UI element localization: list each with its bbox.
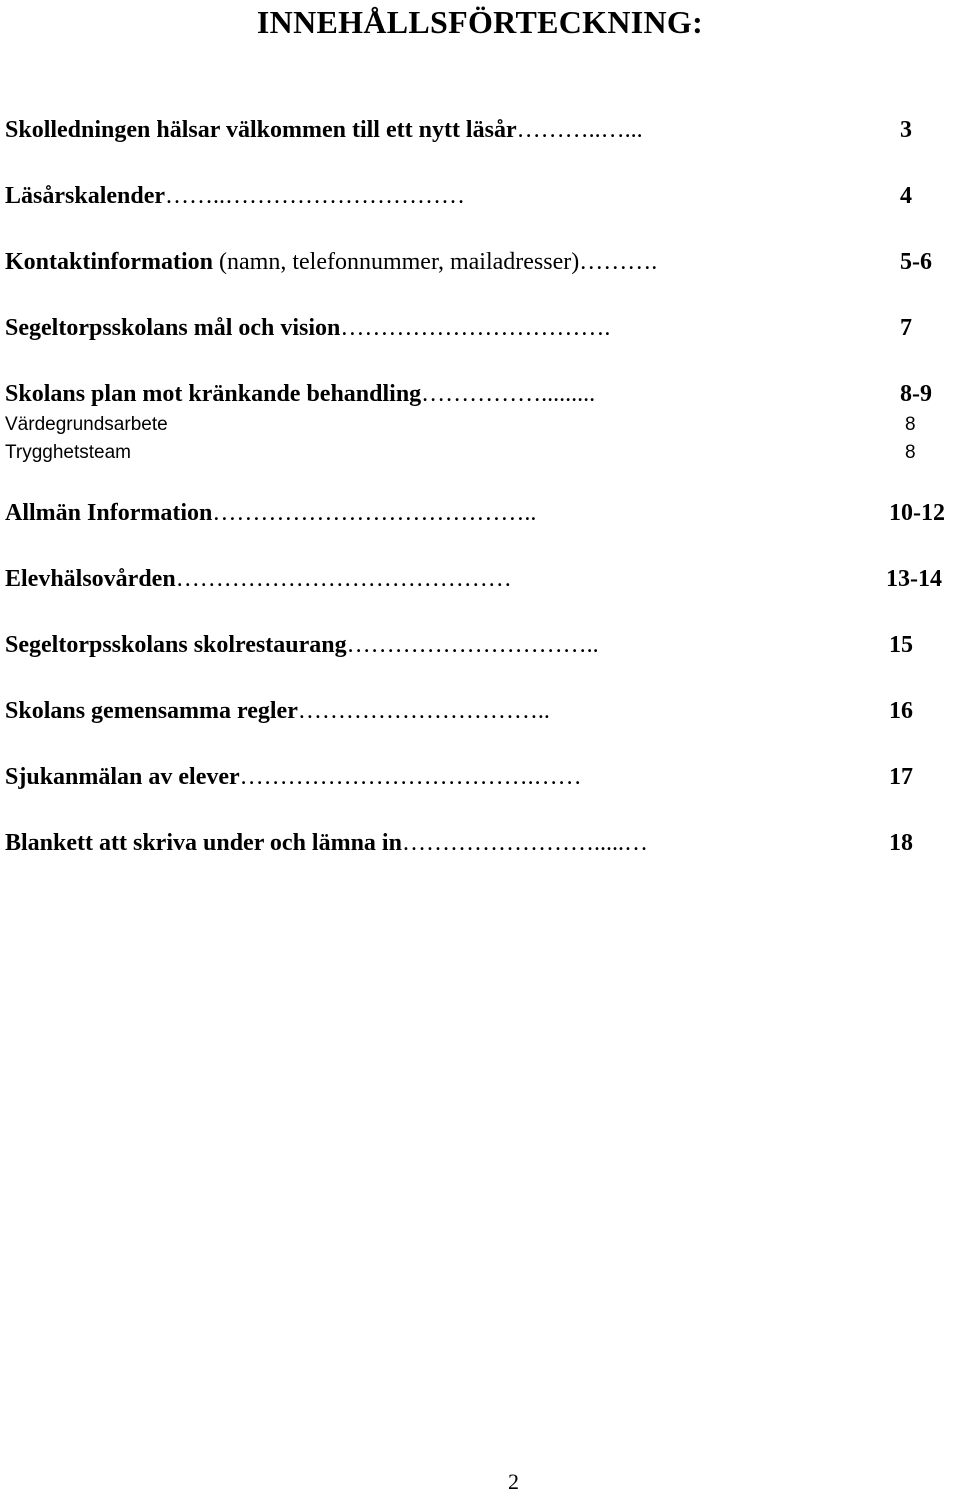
toc-entry-title: Sjukanmälan av elever — [5, 764, 240, 790]
toc-page-number: 15 — [889, 632, 913, 658]
toc-page-number: 10-12 — [889, 500, 945, 526]
toc-leader-dots: ………………………….. — [346, 632, 599, 658]
toc-page-number: 8-9 — [900, 381, 932, 407]
toc-entry-title: Elevhälsovården — [5, 566, 176, 592]
toc-leader-dots: …………………….....… — [401, 830, 648, 856]
toc-leader-dots: ……………………………….…… — [239, 764, 582, 790]
toc-entry-vision — [5, 313, 610, 343]
toc-entry-general-info — [5, 498, 536, 528]
toc-entry-title: Läsårskalender — [5, 183, 166, 209]
toc-page-number: 3 — [900, 117, 912, 143]
toc-page-number: 17 — [889, 764, 913, 790]
toc-leader-dots: ………………………………….. — [212, 500, 537, 526]
toc-page-number: 4 — [900, 183, 912, 209]
toc-subentry-page: 8 — [905, 414, 916, 435]
toc-leader-dots: ………. — [579, 249, 658, 275]
toc-entry-title: Segeltorpsskolans mål och vision — [5, 315, 341, 341]
toc-entry-title: Allmän Information — [5, 500, 213, 526]
toc-entry-restaurant — [5, 630, 599, 660]
toc-leader-dots: …………………………………… — [175, 566, 512, 592]
toc-page-number: 18 — [889, 830, 913, 856]
toc-entry-health — [5, 564, 512, 594]
toc-entry-title: Skolans plan mot kränkande behandling — [5, 381, 422, 407]
toc-leader-dots: ……..………………………… — [165, 183, 466, 209]
page-number: 2 — [508, 1469, 519, 1494]
toc-subentry-label: Trygghetsteam — [5, 442, 132, 463]
toc-entry-rules — [5, 696, 550, 726]
toc-entry-title: Kontaktinformation — [5, 249, 214, 275]
toc-leader-dots: ………..…... — [516, 117, 643, 143]
toc-leader-dots: ……………………………. — [340, 315, 611, 341]
page-title: INNEHÅLLSFÖRTECKNING: — [256, 4, 704, 40]
toc-entry-title: Skolledningen hälsar välkommen till ett nytt läsår — [5, 117, 517, 143]
toc-leader-dots: ……………......... — [421, 381, 596, 407]
toc-entry-title: Skolans gemensamma regler — [5, 698, 298, 724]
toc-page-number: 16 — [889, 698, 913, 724]
toc-subentry-label: Värdegrundsarbete — [5, 414, 168, 435]
toc-subentry-page: 8 — [905, 442, 916, 463]
toc-page-number: 13-14 — [886, 566, 942, 592]
toc-leader-dots: ………………………….. — [297, 698, 550, 724]
toc-page-number: 5-6 — [900, 249, 932, 275]
toc-entry-note: (namn, telefonnummer, mailadresser) — [213, 249, 580, 275]
toc-entry-title: Blankett att skriva under och lämna in — [5, 830, 402, 856]
toc-entry-calendar — [5, 181, 465, 211]
toc-entry-title: Segeltorpsskolans skolrestaurang — [5, 632, 347, 658]
toc-entry-plan — [5, 379, 595, 409]
toc-entry-sick-report — [5, 762, 582, 792]
toc-entry-welcome — [5, 115, 643, 145]
toc-entry-form — [5, 828, 648, 858]
toc-page-number: 7 — [900, 315, 912, 341]
toc-entry-contact — [5, 247, 657, 277]
